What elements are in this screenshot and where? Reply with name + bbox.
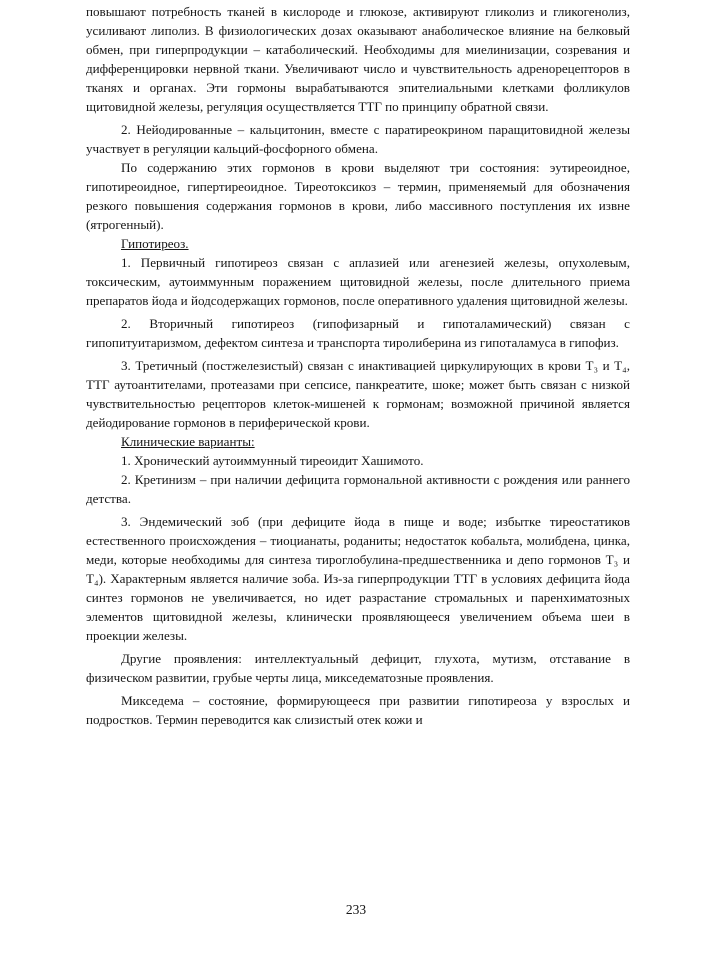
section-heading-clinical-variants <box>86 432 630 451</box>
paragraph-cretinism: 2. Кретинизм – при наличии дефицита гормональной активности с рождения или раннего детства. <box>86 472 630 506</box>
paragraph-thyroid-states: По содержанию этих гормонов в крови выделяют три состояния: эутиреоидное, гипотиреоидное, гипертиреоидное. Тиреотоксикоз – термин, применяемый для обозначения резкого повышения содержания гормонов в крови, либо массивного поступления их извне (ятрогенный). <box>86 160 630 232</box>
page-number: 233 <box>345 902 367 917</box>
paragraph-other-manifestations: Другие проявления: интеллектуальный дефицит, глухота, мутизм, отставание в физическом развитии, грубые черты лица, микседематозные проявления. <box>86 651 630 685</box>
paragraph-primary-hypothyroidism: 1. Первичный гипотиреоз связан с аплазией или агенезией железы, опухолевым, токсическим, аутоиммунным поражением щитовидной железы, после длительного приема препаратов йода и йодсодержащих гормонов, после оперативного удаления щитовидной железы. <box>86 255 630 308</box>
paragraph-myxedema: Микседема – состояние, формирующееся при развитии гипотиреоза у взрослых и подростков. Термин переводится как слизистый отек кожи и <box>86 693 630 727</box>
section-heading-clinical-variants-text: Клинические варианты: <box>121 434 255 449</box>
paragraph-hashimoto: 1. Хронический аутоиммунный тиреоидит Хашимото. <box>121 453 424 468</box>
paragraph-non-iodinated-hormones: 2. Нейодированные – кальцитонин, вместе с паратиреокрином паращитовидной железы участвует в регуляции кальций-фосфорного обмена. <box>86 122 630 156</box>
section-heading-hypothyroidism <box>86 234 630 253</box>
paragraph-secondary-hypothyroidism: 2. Вторичный гипотиреоз (гипофизарный и гипоталамический) связан с гипопитуитаризмом, дефектом синтеза и транспорта тиролиберина из гипоталамуса в гипофиз. <box>86 316 630 350</box>
section-heading-hypothyroidism-text: Гипотиреоз. <box>121 236 189 251</box>
paragraph-continued-hormone-effects: повышают потребность тканей в кислороде и глюкозе, активируют гликолиз и гликогенолиз, усиливают липолиз. В физиологических дозах оказывают анаболическое влияние на белковый обмен, при гиперпродукции – катаболический. Необходимы для миелинизации, созревания и дифференцировки нервной ткани. Увеличивают число и чувствительность адренорецепторов в тканях и органах. Эти гормоны вырабатываются эпителиальными клетками фолликулов щитовидной железы, регуляция осуществляется ТТГ по принципу обратной связи. <box>86 4 630 114</box>
document-page <box>86 2 630 729</box>
paragraph-tertiary-hypothyroidism: 3. Третичный (постжелезистый) связан с инактивацией циркулирующих в крови Т₃ и Т₄, ТТГ аутоантителами, протеазами при сепсисе, панкреатите, шоке; может быть связан с низкой чувствительностью рецепторов клеток-мишеней к гормонам; возможной причиной является дейодирование гормонов в периферической крови. <box>86 358 630 430</box>
paragraph-endemic-goiter: 3. Эндемический зоб (при дефиците йода в пище и воде; избытке тиреостатиков естественного происхождения – тиоцианаты, роданиты; недостаток кобальта, молибдена, цинка, меди, которые необходимы для синтеза тироглобулина-предшественника и депо гормонов Т₃ и Т₄). Характерным является наличие зоба. Из-за гиперпродукции ТТГ в условиях дефицита йода синтез гормонов не увеличивается, но идет разрастание стромальных и паренхиматозных элементов щитовидной железы, клинически проявляющееся увеличением объема шеи в проекции железы. <box>86 514 630 643</box>
